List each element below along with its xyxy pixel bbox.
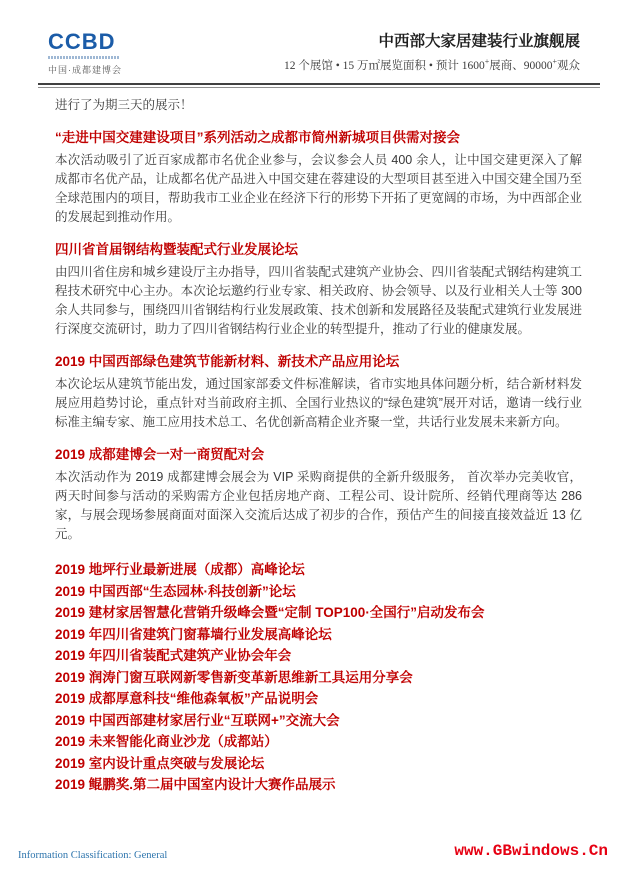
stats-part1: 12 个展馆 • 15 万㎡展览面积 • 预计 1600 [284,60,485,72]
header-right [284,31,580,73]
section-heading: 2019 中国西部绿色建筑节能新材料、新技术产品应用论坛 [55,354,400,369]
stats-sup2: + [552,57,557,67]
page-header [0,0,620,76]
section-steel-forum [55,240,582,339]
section-trade-matching [55,445,582,544]
expo-stats-line [284,57,580,73]
event-item: 2019 未来智能化商业沙龙（成都站） [55,734,278,749]
event-item: 2019 地坪行业最新进展（成都）高峰论坛 [55,562,305,577]
event-item: 2019 室内设计重点突破与发展论坛 [55,755,265,771]
section-heading: 2019 成都建博会一对一商贸配对会 [55,447,265,462]
ccbd-logo [48,31,122,76]
section-heading: 四川省首届钢结构暨装配式行业发展论坛 [55,242,298,257]
event-item: 2019 中国西部建材家居行业“互联网+”交流大会 [55,712,340,728]
logo-english-tagline-bar [48,56,120,59]
section-jiaojian [55,128,582,227]
information-classification-label: Information Classification: General [18,850,168,861]
logo-text: CCBD [48,29,116,54]
event-item: 2019 鲲鹏奖.第二届中国室内设计大赛作品展示 [55,777,336,792]
event-item: 2019 中国西部“生态园林·科技创新”论坛 [55,583,296,599]
section-paragraph: 本次论坛从建筑节能出发，通过国家部委文件标准解读，省市实地具体问题分析，结合新材料发展应用趋势讨论，重点针对当前政府主抓、全国行业热议的“绿色建筑”展开对话，邀请一线行业标准主编专家、施工应用技术总工、名优创新高精企业齐聚一堂，共话行业发展未来新方向。 [55,377,582,429]
intro-line: 进行了为期三天的展示！ [55,98,193,112]
event-item: 2019 成都厚意科技“维他森氧板”产品说明会 [55,691,319,706]
section-paragraph: 由四川省住房和城乡建设厅主办指导，四川省装配式建筑产业协会、四川省装配式钢结构建筑工程技术研究中心主办。本次论坛邀约行业专家、相关政府、协会领导、以及行业相关人士等 300 余人共同参与，围绕四川省钢结构行业发展政策、技术创新和发展路径及装配式建筑行业发展进行深度交流研讨，助力了四川省钢结构行业企业的转型提升，推动了行业的健康发展。 [55,265,582,336]
stats-sup1: + [484,57,490,67]
event-item: 2019 润涛门窗互联网新零售新变革新思维新工具运用分享会 [55,669,413,685]
event-item: 2019 建材家居智慧化营销升级峰会暨“定制 TOP100·全国行”启动发布会 [55,605,485,620]
logo-chinese-tagline: 中国·成都建博会 [48,65,122,75]
stats-part2: 展商、90000 [489,60,553,72]
section-paragraph: 本次活动吸引了近百家成都市名优企业参与，会议参会人员 400 余人，让中国交建更深入了解成都市名优产品，让成都名优产品进入中国交建在蓉建设的大型项目甚至进入中国交建全国乃至全球范围内的项目，帮助我市工业企业在经济下行的形势下开拓了更宽阔的市场，为中西部企业的发展起到推动作用。 [55,153,582,224]
event-item: 2019 年四川省建筑门窗幕墙行业发展高峰论坛 [55,626,332,642]
expo-title: 中西部大家居建装行业旗舰展 [378,33,580,50]
section-heading: “走进中国交建建设项目”系列活动之成都市简州新城项目供需对接会 [55,130,460,145]
event-list [55,559,582,796]
document-body [0,88,620,796]
stats-part3: 观众 [557,60,580,72]
section-paragraph: 本次活动作为 2019 成都建博会展会为 VIP 采购商提供的全新升级服务， 首次举办完美收官，两天时间参与活动的采购需方企业包括房地产商、工程公司、设计院所、经销代理商等达 286 家，与展会现场参展商面对面深入交流后达成了初步的合作，预估产生的间接直接效益近 13 亿元。 [55,470,582,541]
watermark-url: www.GBwindows.Cn [454,842,608,860]
event-item: 2019 年四川省装配式建筑产业协会年会 [55,648,292,663]
section-green-building-forum [55,352,582,432]
